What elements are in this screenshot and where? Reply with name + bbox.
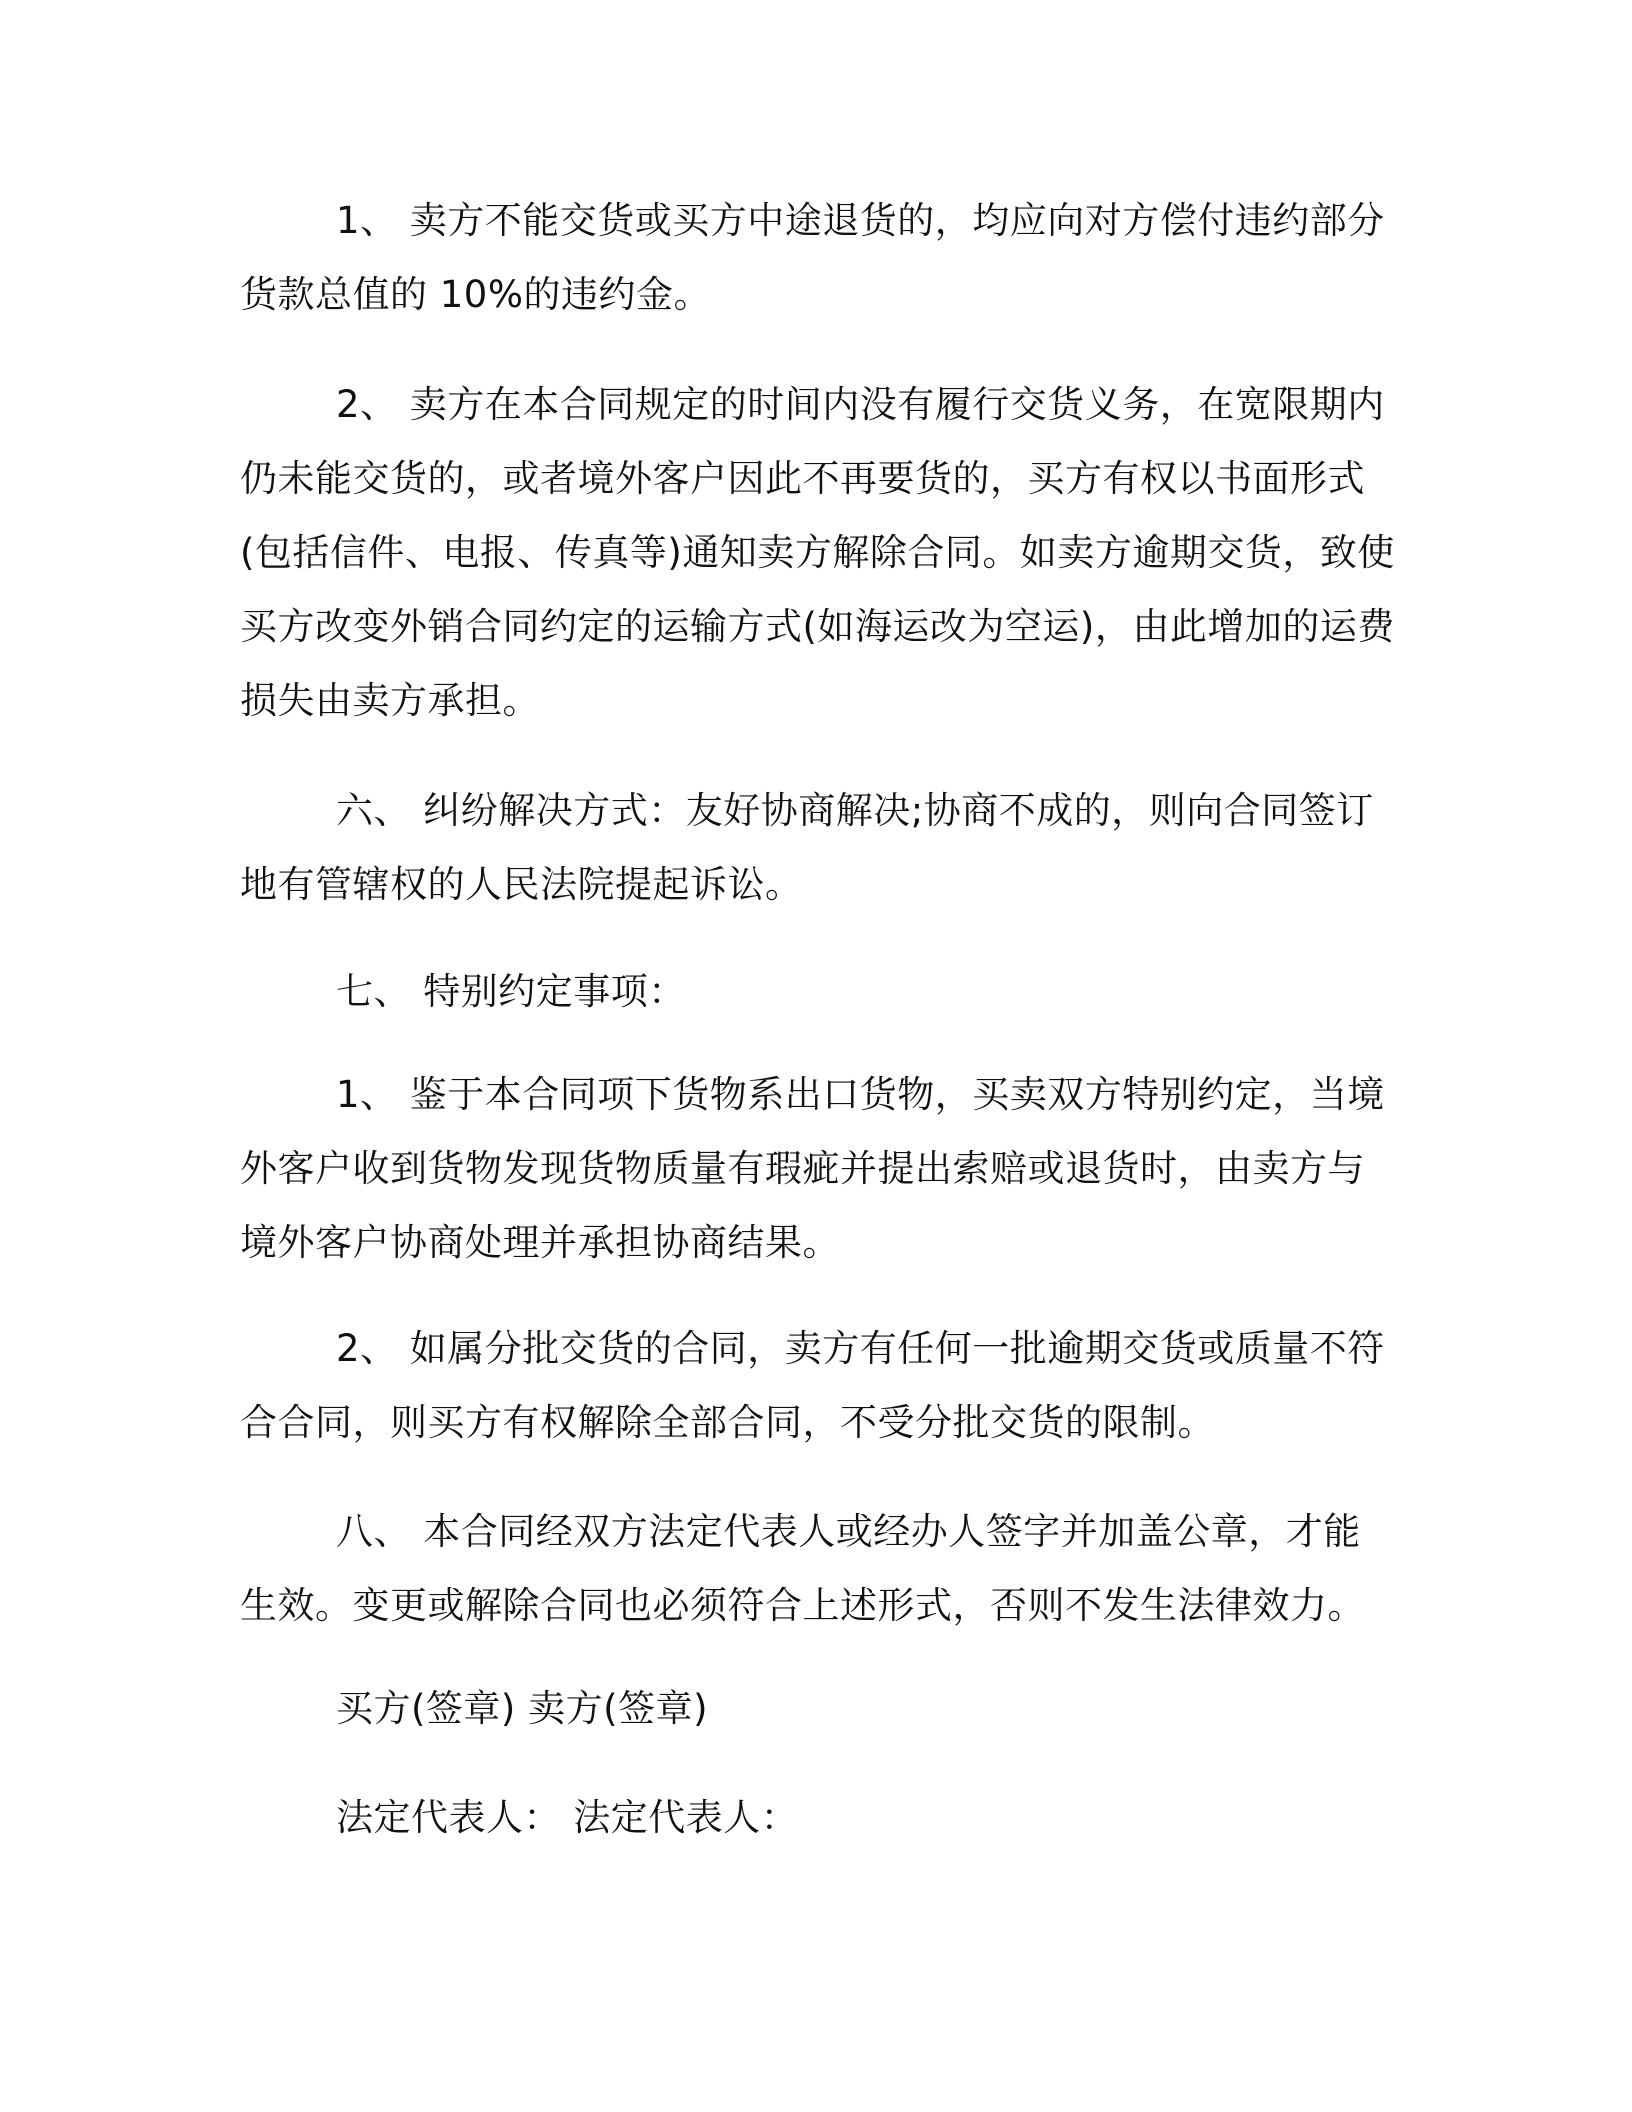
paragraph-penalty-2: 2、 卖方在本合同规定的时间内没有履行交货义务，在宽限期内仍未能交货的，或者境外客户因此不再要货的，买方有权以书面形式(包括信件、电报、传真等)通知卖方解除合同。如卖方逾期交货，致使买方改变外销合同约定的运输方式(如海运改为空运)，由此增加的运费损失由卖方承担。 (240, 383, 1395, 722)
paragraph-special-term-2: 2、 如属分批交货的合同，卖方有任何一批逾期交货或质量不符合合同，则买方有权解除全部合同，不受分批交货的限制。 (240, 1327, 1385, 1444)
paragraph-dispute-resolution: 六、 纠纷解决方式：友好协商解决;协商不成的，则向合同签订地有管辖权的人民法院提起诉讼。 (240, 789, 1374, 906)
paragraph-penalty-1: 1、 卖方不能交货或买方中途退货的，均应向对方偿付违约部分货款总值的 10%的违约金。 (240, 199, 1385, 316)
legal-representative-line: 法定代表人： 法定代表人： (336, 1796, 799, 1839)
paragraph-effectiveness: 八、 本合同经双方法定代表人或经办人签字并加盖公章，才能生效。变更或解除合同也必须符合上述形式，否则不发生法律效力。 (240, 1510, 1365, 1627)
paragraph-special-terms-heading: 七、 特别约定事项： (336, 970, 686, 1013)
signature-line: 买方(签章) 卖方(签章) (336, 1687, 709, 1730)
paragraph-special-term-1: 1、 鉴于本合同项下货物系出口货物，买卖双方特别约定，当境外客户收到货物发现货物质量有瑕疵并提出索赔或退货时，由卖方与境外客户协商处理并承担协商结果。 (240, 1073, 1385, 1264)
